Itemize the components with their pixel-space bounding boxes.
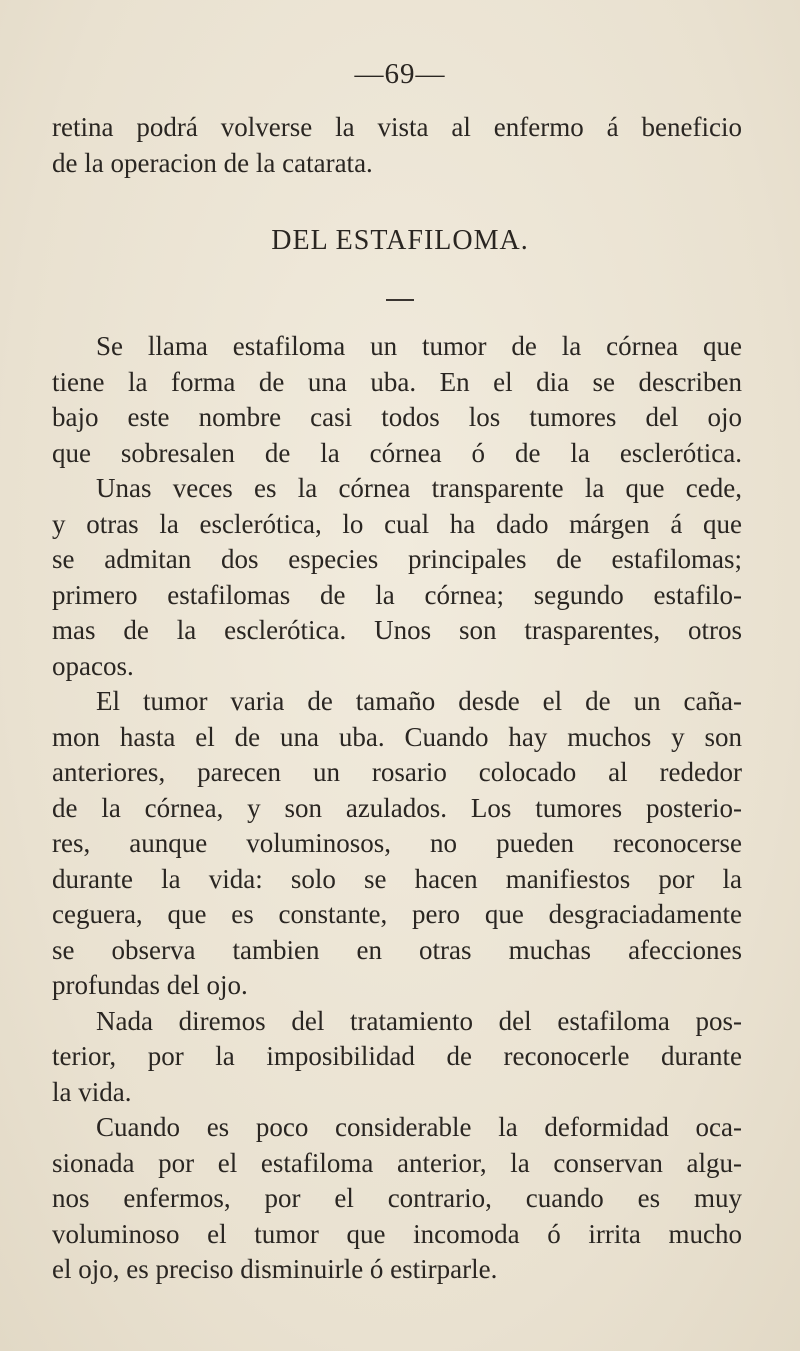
text-line: voluminoso el tumor que incomoda ó irrita mucho: [52, 1218, 742, 1249]
text-line: bajo este nombre casi todos los tumores del ojo: [52, 402, 742, 432]
paragraph: [52, 1110, 742, 1288]
paragraph: [52, 1004, 742, 1111]
text-line: res, aunque voluminosos, no pueden reconocerse: [52, 828, 742, 858]
text-line: ceguera, que es constante, pero que desgraciadamente: [52, 899, 742, 929]
text-line: de la operacion de la catarata.: [52, 147, 373, 178]
text-line: el ojo, es preciso disminuirle ó estirparle.: [52, 1254, 498, 1284]
text-line: la vida.: [52, 1076, 132, 1107]
text-line: mon hasta el de una uba. Cuando hay muchos y son: [52, 721, 742, 752]
text-line: se admitan dos especies principales de estafilomas;: [52, 544, 742, 574]
text-line: Nada diremos del tratamiento del estafiloma pos-: [96, 1005, 742, 1036]
text-line: Unas veces es la córnea transparente la que cede,: [96, 473, 742, 503]
text-line: opacos.: [52, 650, 134, 681]
intro-paragraph: [52, 110, 742, 181]
text-line: Se llama estafiloma un tumor de la córnea que: [96, 331, 742, 361]
text-line: de la córnea, y son azulados. Los tumores posterio-: [52, 792, 742, 823]
text-line: durante la vida: solo se hacen manifiestos por la: [52, 863, 742, 894]
text-line: terior, por la imposibilidad de reconocerle durante: [52, 1041, 742, 1071]
paragraph: [52, 471, 742, 684]
paragraph: [52, 684, 742, 1004]
text-line: que sobresalen de la córnea ó de la esclerótica.: [52, 437, 742, 468]
text-line: tiene la forma de una uba. En el dia se describen: [52, 366, 742, 397]
title-rule: [386, 299, 414, 301]
text-line: profundas del ojo.: [52, 970, 248, 1000]
section-body: [52, 329, 742, 1288]
text-line: El tumor varia de tamaño desde el de un caña-: [96, 686, 742, 716]
text-line: y otras la esclerótica, lo cual ha dado márgen á que: [52, 508, 742, 539]
text-line: mas de la esclerótica. Unos son trasparentes, otros: [52, 615, 742, 645]
text-line: sionada por el estafiloma anterior, la conservan algu-: [52, 1147, 742, 1178]
page-number: —69—: [354, 58, 446, 90]
text-line: primero estafilomas de la córnea; segundo estafilo-: [52, 579, 742, 610]
text-line: Cuando es poco considerable la deformidad oca-: [96, 1112, 742, 1142]
text-line: nos enfermos, por el contrario, cuando es muy: [52, 1183, 742, 1213]
paragraph: [52, 329, 742, 471]
text-line: se observa tambien en otras muchas afecciones: [52, 934, 742, 965]
section-title: DEL ESTAFILOMA.: [271, 225, 529, 256]
text-line: anteriores, parecen un rosario colocado al rededor: [52, 757, 742, 787]
text-line: retina podrá volverse la vista al enfermo á beneficio: [52, 112, 742, 142]
